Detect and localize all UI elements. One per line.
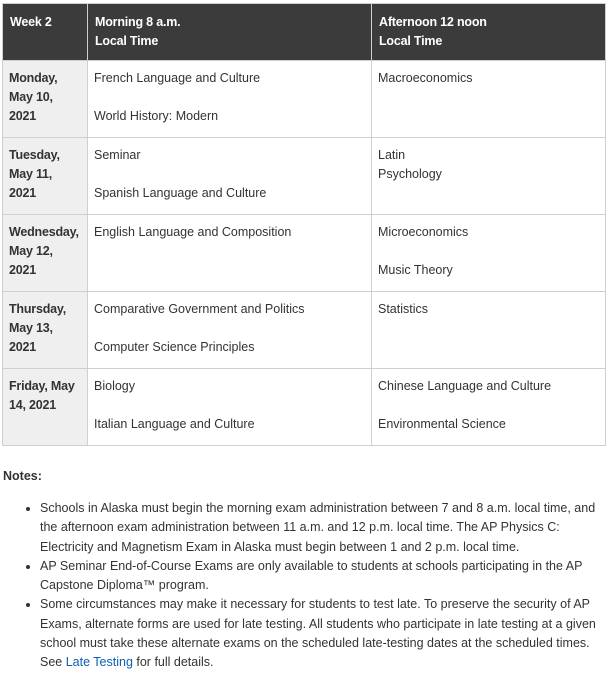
late-testing-link[interactable]: Late Testing: [65, 655, 133, 670]
header-week: Week 2: [3, 4, 88, 61]
note-text: for full details.: [132, 655, 214, 670]
morning-cell: English Language and Composition: [88, 215, 372, 292]
morning-cell: Biology Italian Language and Culture: [88, 369, 372, 446]
list-item: • AP Seminar End-of-Course Exams are only available to students at schools participating in the AP Capstone Diploma™ program.: [40, 557, 604, 596]
afternoon-cell: Statistics: [372, 292, 606, 369]
list-item: • Schools in Alaska must begin the morning exam administration between 7 and 8 a.m. local time, and the afternoon exam administration between 11 a.m. and 12 p.m. local time. The AP Physics C: Electricity and Magnetism Exam in Alaska must begin between 1 and 2 p.m. local time.: [40, 499, 604, 557]
morning-cell: Comparative Government and Politics Computer Science Principles: [88, 292, 372, 369]
table-header-row: [3, 4, 606, 61]
afternoon-cell: Macroeconomics: [372, 61, 606, 138]
table-row: [3, 292, 606, 369]
afternoon-cell: Chinese Language and Culture Environmental Science: [372, 369, 606, 446]
table-row: [3, 61, 606, 138]
notes-list: [18, 499, 604, 673]
header-morning: Morning 8 a.m. Local Time: [88, 4, 372, 61]
header-afternoon: Afternoon 12 noon Local Time: [372, 4, 606, 61]
morning-cell: Seminar Spanish Language and Culture: [88, 138, 372, 215]
afternoon-cell: Latin Psychology: [372, 138, 606, 215]
day-cell: Monday, May 10, 2021: [3, 61, 88, 138]
afternoon-cell: Microeconomics Music Theory: [372, 215, 606, 292]
day-cell: Thursday, May 13, 2021: [3, 292, 88, 369]
table-row: [3, 369, 606, 446]
note-text: Some circumstances may make it necessary for students to test late. To preserve the security of AP Exams, alternate forms are used for late testing. All students who participate in late testing at a given school must take these alternate exams on the scheduled late-testing dates at the scheduled times. See: [40, 597, 596, 670]
day-cell: Tuesday, May 11, 2021: [3, 138, 88, 215]
notes-label: Notes:: [3, 469, 42, 483]
list-item: [40, 595, 604, 672]
table-row: [3, 215, 606, 292]
morning-cell: French Language and Culture World History: Modern: [88, 61, 372, 138]
exam-schedule-table: [2, 3, 606, 446]
day-cell: Wednesday, May 12, 2021: [3, 215, 88, 292]
day-cell: Friday, May 14, 2021: [3, 369, 88, 446]
table-row: [3, 138, 606, 215]
